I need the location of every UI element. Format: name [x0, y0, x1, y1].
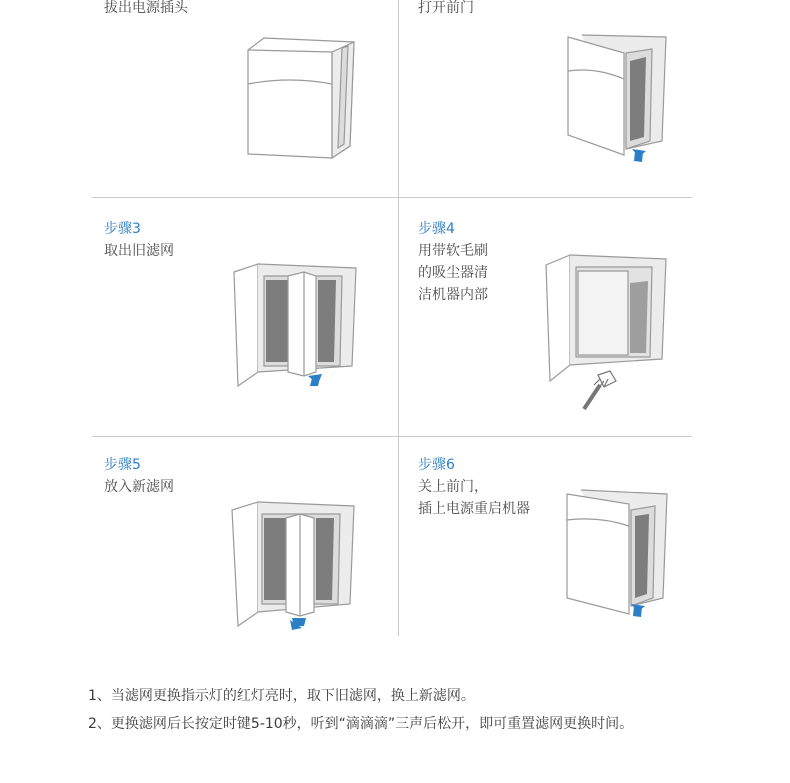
notes-list — [88, 682, 633, 738]
horizontal-divider-1 — [92, 197, 692, 198]
step-1-block — [104, 0, 188, 19]
step-4-desc: 用带软毛刷 的吸尘器清 洁机器内部 — [418, 243, 488, 303]
closed-unit-icon — [246, 36, 356, 162]
step-2-desc: 打开前门 — [418, 0, 474, 16]
step-3-block — [104, 218, 174, 262]
step-5-label: 步骤5 — [104, 457, 141, 473]
step-6-desc: 关上前门， 插上电源重启机器 — [418, 479, 530, 517]
step-4-block — [418, 218, 488, 306]
door-closing-unit-icon — [565, 486, 671, 620]
step-5-block — [104, 454, 174, 498]
step-6-block — [418, 454, 530, 520]
vacuum-brush-unit-icon — [544, 253, 670, 411]
door-ajar-unit-icon — [566, 31, 670, 166]
step-3-label: 步骤3 — [104, 221, 141, 237]
filter-insertion-unit-icon — [230, 500, 358, 630]
filter-removal-unit-icon — [232, 262, 360, 388]
note-2: 2、更换滤网后长按定时键5-10秒，听到“滴滴滴”三声后松开，即可重置滤网更换时间。 — [88, 716, 634, 732]
step-5-desc: 放入新滤网 — [104, 479, 174, 495]
note-1: 1、当滤网更换指示灯的红灯亮时，取下旧滤网，换上新滤网。 — [88, 688, 475, 704]
step-3-desc: 取出旧滤网 — [104, 243, 174, 259]
step-6-label: 步骤6 — [418, 457, 455, 473]
step-2-block — [418, 0, 474, 19]
horizontal-divider-2 — [92, 436, 692, 437]
vertical-divider — [398, 0, 399, 636]
step-4-label: 步骤4 — [418, 221, 455, 237]
step-1-desc: 拔出电源插头 — [104, 0, 188, 16]
